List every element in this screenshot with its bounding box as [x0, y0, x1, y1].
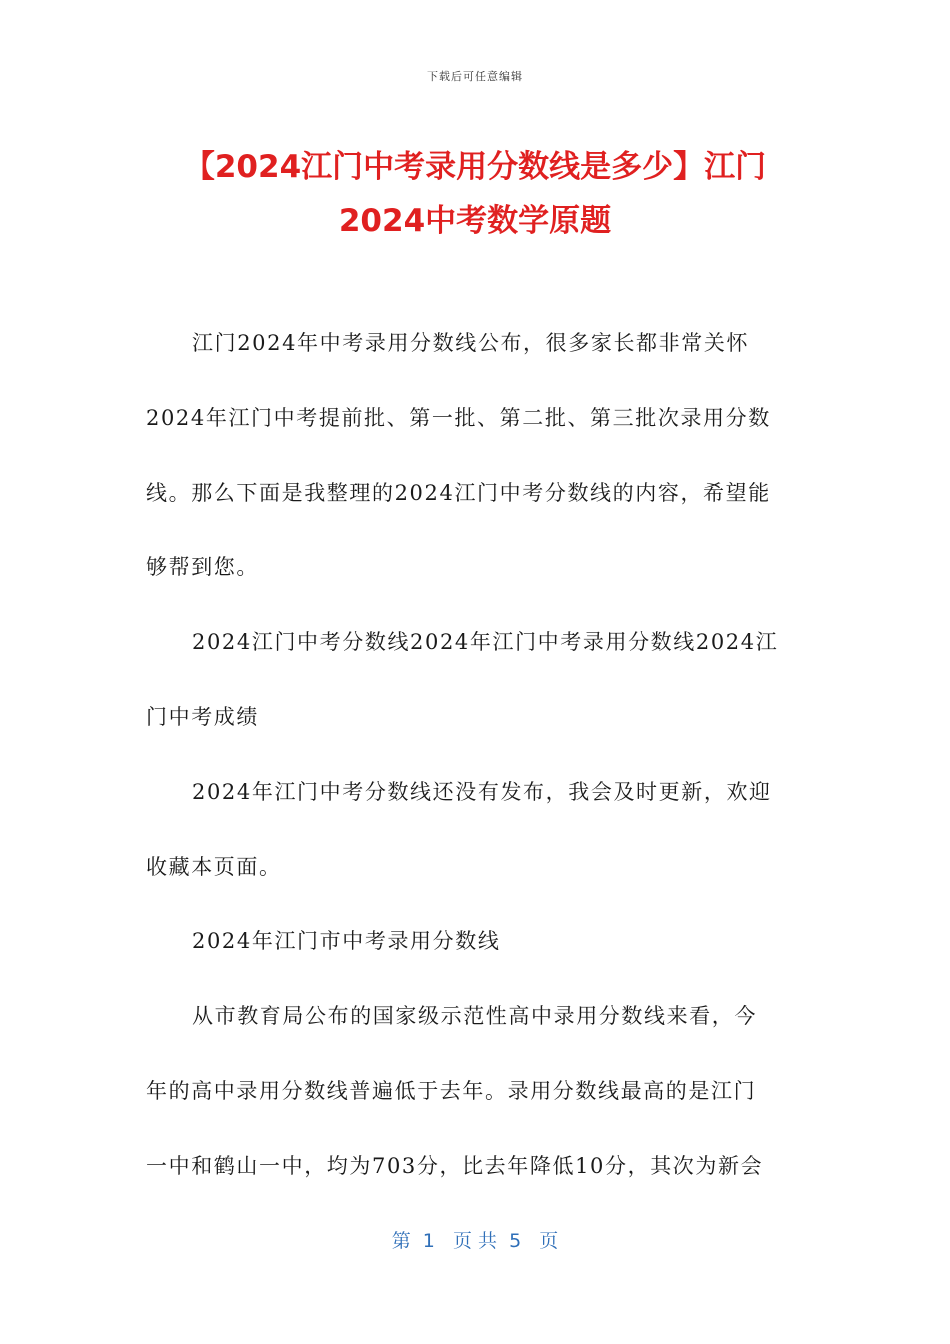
paragraph-line: 年的高中录用分数线普遍低于去年。录用分数线最高的是江门: [146, 1078, 757, 1103]
paragraph-line: 2024年江门中考提前批、第一批、第二批、第三批次录用分数: [146, 405, 771, 430]
document-title: [150, 140, 800, 248]
title-line-1: 【2024江门中考录用分数线是多少】江门: [183, 149, 767, 185]
paragraph-line: 一中和鹤山一中，均为703分，比去年降低10分，其次为新会: [146, 1153, 764, 1178]
paragraph-line: 收藏本页面。: [146, 854, 282, 879]
paragraph-line: 门中考成绩: [146, 704, 259, 729]
header-note: 下载后可任意编辑: [427, 70, 523, 83]
title-line-2: 2024中考数学原题: [338, 203, 612, 239]
document-body: [146, 312, 800, 1210]
paragraph-line: 2024年江门中考分数线还没有发布，我会及时更新，欢迎: [192, 779, 772, 804]
paragraph-line: 江门2024年中考录用分数线公布，很多家长都非常关怀: [192, 331, 750, 355]
paragraph-line: 线。那么下面是我整理的2024江门中考分数线的内容，希望能: [146, 480, 771, 505]
paragraph-line: 够帮到您。: [146, 555, 259, 580]
page-number-footer: 第 1 页 共 5 页: [391, 1230, 559, 1252]
section-heading: 2024年江门市中考录用分数线: [192, 929, 501, 954]
paragraph-line: 从市教育局公布的国家级示范性高中录用分数线来看，今: [192, 1004, 757, 1029]
paragraph-line: 2024江门中考分数线2024年江门中考录用分数线2024江: [192, 630, 779, 655]
